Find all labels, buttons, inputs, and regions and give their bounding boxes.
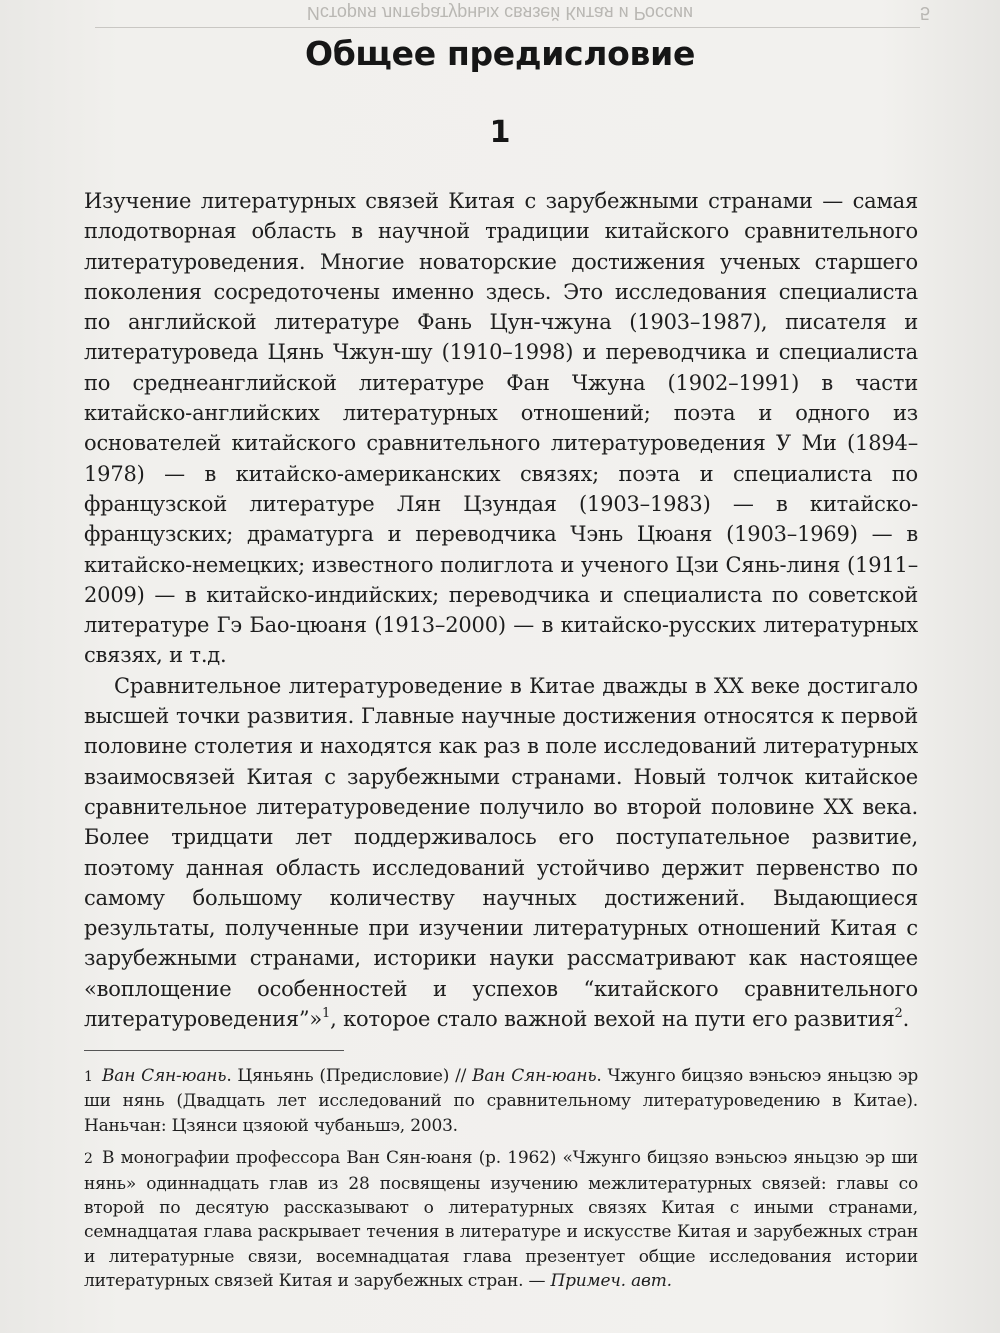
footnote-2-text: В монографии профессора Ван Сян-юаня (р. 1962) «Чжунго бицзяо вэньсюэ яньцзю эр ши нянь» одиннадцать глав из 28 посвящены изучению межлитературных связей: главы со второй по десятую рассказывают о литературных связях Китая с иными странами, семнадцатая глава раскрывает течения в литературе и искусстве Китая и зарубежных стран и литературные связи, восемнадцатая глава презентует общие исследования истории литературных связей Китая и зарубежных стран. — bbox=[84, 1148, 918, 1292]
footnote-2-mark: 2 bbox=[84, 1151, 93, 1168]
footnote-1-author2: Ван Сян-юань bbox=[472, 1066, 597, 1086]
header-rule bbox=[95, 27, 920, 28]
footnote-rule bbox=[84, 1050, 344, 1051]
footnote-1-rest: . Чжунго бицзяо вэньсюэ яньцзю эр ши нянь (Двадцать лет исследований по сравнительному литературоведению в Китае). Наньчан: Цзянси цзяоюй чубаньшэ, 2003. bbox=[84, 1066, 919, 1136]
page-number: 5 bbox=[919, 3, 930, 23]
footnote-ref-2[interactable]: 2 bbox=[894, 1005, 903, 1021]
page-title: Общее предисловие bbox=[304, 34, 696, 73]
paragraph-2-end: . bbox=[902, 1007, 910, 1032]
paragraph-2 bbox=[84, 671, 918, 1035]
paragraph-1: Изучение литературных связей Китая с зарубежными странами — самая плодотворная область в научной традиции китайского сравнительного литературоведения. Многие новаторские достижения ученых старшего поколения сосредоточены именно здесь. Это исследования специалиста по английской литературе Фань Цун-чжуна (1903–1987), писателя и литературоведа Цянь Чжун-шу (1910–1998) и переводчика и специалиста по среднеанглийской литературе Фан Чжуна (1902–1991) в части китайско-английских литературных отношений; поэта и одного из основателей китайского сравнительного литературоведения У Ми (1894–1978) — в китайско-американских связях; поэта и специалиста по французской литературе Лян Цзундая (1903–1983) — в китайско-французских; драматурга и переводчика Чэнь Цюаня (1903–1969) — в китайско-немецких; известного полиглота и ученого Цзи Сянь-линя (1911–2009) — в китайско-индийских; переводчика и специалиста по советской литературе Гэ Бао-цюаня (1913–2000) — в китайско-русских литературных связях, и т.д. bbox=[84, 189, 918, 668]
footnote-1 bbox=[84, 1064, 918, 1138]
footnote-1-sep: . Цяньянь (Предисловие) // bbox=[226, 1066, 473, 1086]
footnote-1-author: Ван Сян-юань bbox=[102, 1066, 227, 1086]
paragraph-2-main: Сравнительное литературоведение в Китае дважды в XX веке достигало высшей точки развития. Главные научные достижения относятся к первой половине столетия и находятся как раз в поле исследований литературных взаимосвязей Китая с зарубежными странами. Новый толчок китайское сравнительное литературоведение получило во второй половине XX века. Более тридцати лет поддерживалось его поступательное развитие, поэтому данная область исследований устойчиво держит первенство по самому большому количеству научных достижений. Выдающиеся результаты, полученные при изучении литературных отношений Китая с зарубежными странами, историки науки рассматривают как настоящее «воплощение особенностей и успехов “китайского сравнительного литературоведения”» bbox=[84, 673, 918, 1032]
section-number: 1 bbox=[489, 115, 511, 150]
footnote-ref-1[interactable]: 1 bbox=[322, 1005, 331, 1021]
paragraph-2-tail: , которое стало важной вехой на пути его развития bbox=[330, 1007, 895, 1032]
footnote-2 bbox=[84, 1146, 918, 1293]
footnote-2-note: Примеч. авт. bbox=[550, 1271, 672, 1292]
footnote-1-mark: 1 bbox=[84, 1069, 93, 1085]
running-title: История литературных связей Китая и России bbox=[306, 3, 694, 23]
footnotes bbox=[84, 1064, 918, 1302]
body-text bbox=[84, 186, 918, 1034]
running-header bbox=[0, 0, 1000, 26]
